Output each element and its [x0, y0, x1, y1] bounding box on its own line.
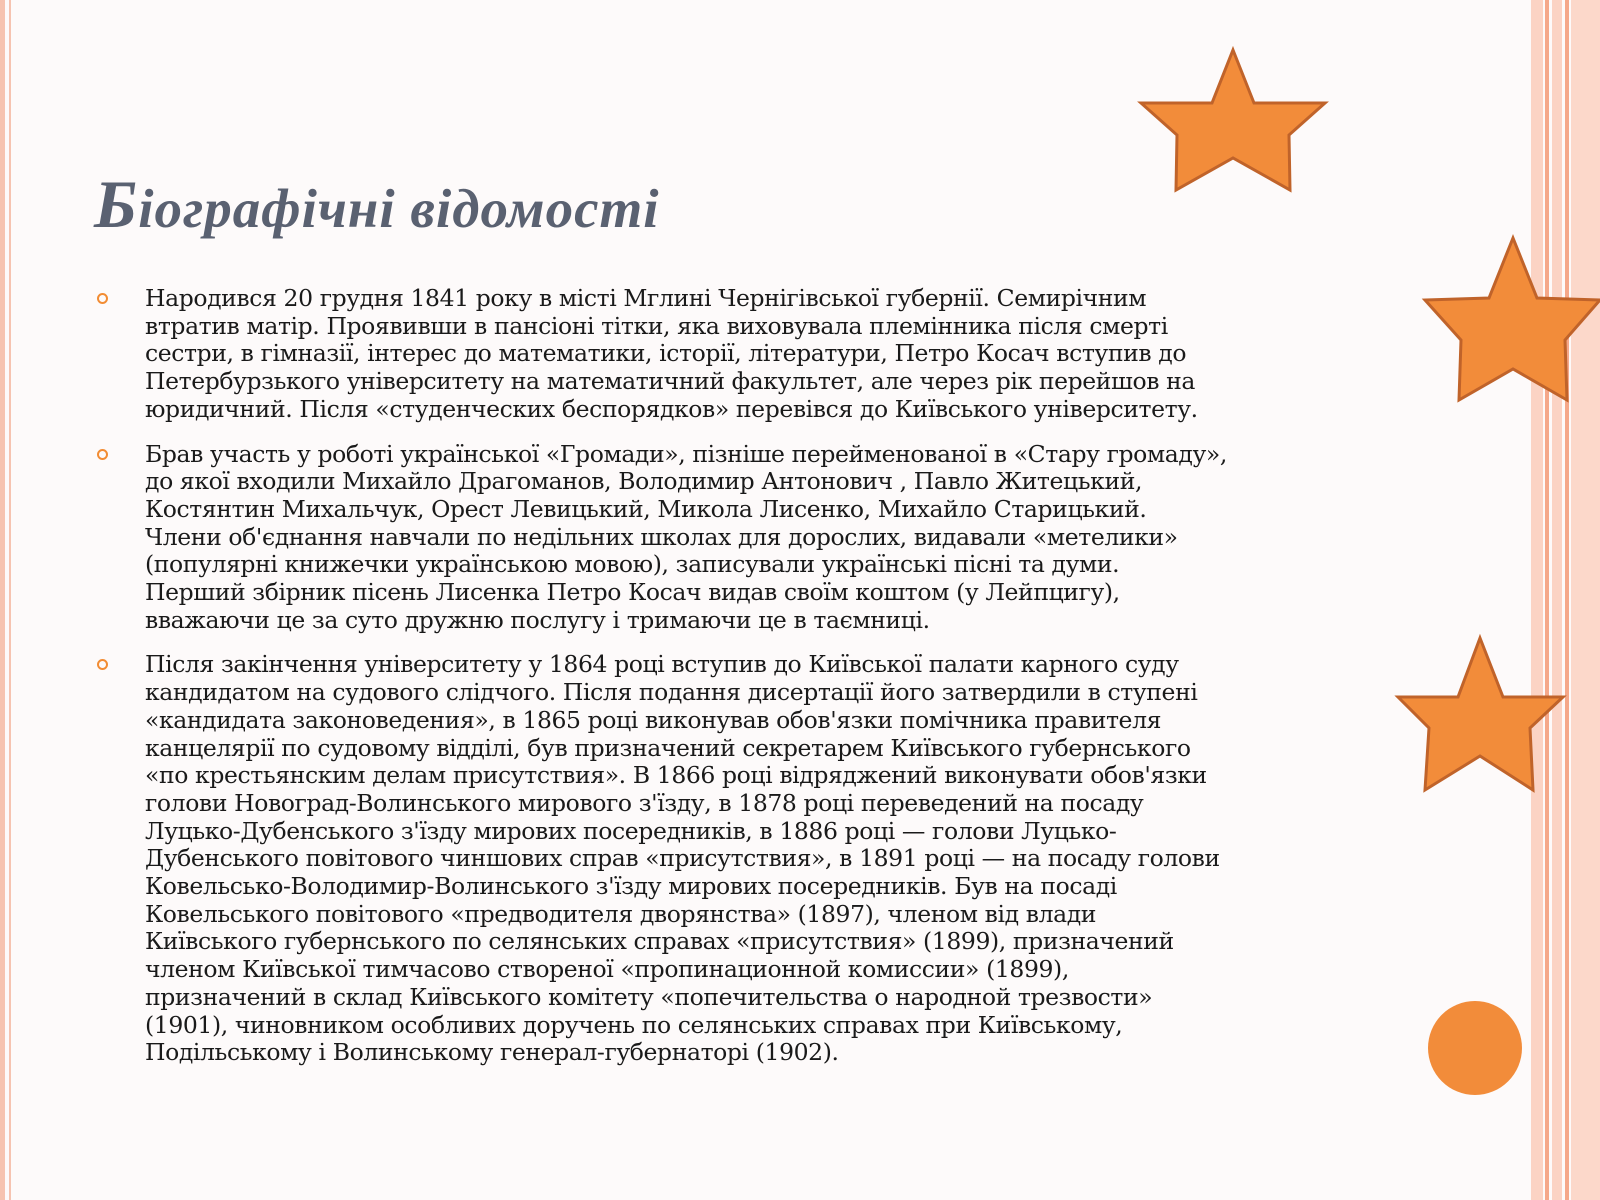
circle-icon	[1428, 1001, 1522, 1095]
bullet-marker-icon	[97, 449, 108, 460]
bullet-marker-icon	[97, 659, 108, 670]
left-border-line	[9, 0, 11, 1200]
right-border-stripe	[1531, 0, 1543, 1200]
bullet-list	[145, 285, 1395, 1084]
bullet-item: Після закінчення університету у 1864 році вступив до Київської палати карного суду кандидатом на судового слідчого. Після подання дисертації його затвердили в ступені «кандидата законоведения», в 1865 році виконував обов'язки помічника правителя канцелярії по судовому відділі, був призначений секретарем Київського губернського «по крестьянским делам присутствия». В 1866 році відряджений виконувати обов'язки голови Новоград-Волинського мирового з'їзду, в 1878 році переведений на посаду Луцько-Дубенського з'їзду мирових посередників, в 1886 році — голови Луцько- Дубенського повітового чиншових справ «присутствия», в 1891 році — на посаду голови Ковельсько-Володимир-Волинського з'їзду мирових посередників. Був на посаді Ковельського повітового «предводителя дворянства» (1897), членом від влади Київського губернського по селянських справах «присутствия» (1899), призначений членом Київської тимчасово створеної «пропинационной комиссии» (1899), призначений в склад Київського комітету «попечительства о народной трезвости» (1901), чиновником особливих доручень по селянських справах при Київському, Подільському і Волинському генерал-губернаторі (1902).	[145, 651, 1395, 1067]
right-border-stripe	[1565, 0, 1569, 1200]
right-border-stripe	[1545, 0, 1549, 1200]
right-border-stripe	[1571, 0, 1600, 1200]
star-icon	[1141, 50, 1325, 190]
left-border-stripe	[0, 0, 5, 1200]
bullet-item: Народився 20 грудня 1841 року в місті Мглині Чернігівської губернії. Семирічним втратив матір. Проявивши в пансіоні тітки, яка виховувала племінника після смерті сестри, в гімназії, інтерес до математики, історії, літератури, Петро Косач вступив до Петербурзького університету на математичний факультет, але через рік перейшов на юридичний. Після «студенческих беспорядков» перевівся до Київського університету.	[145, 285, 1395, 424]
right-border-stripe	[1552, 0, 1562, 1200]
slide-title: Біографічні відомості	[94, 166, 660, 242]
bullet-item: Брав участь у роботі української «Громади», пізніше перейменованої в «Стару громаду», до якої входили Михайло Драгоманов, Володимир Антонович , Павло Житецький, Костянтин Михальчук, Орест Левицький, Микола Лисенко, Михайло Старицький. Члени об'єднання навчали по недільних школах для дорослих, видавали «метелики» (популярні книжечки українською мовою), записували українські пісні та думи. Перший збірник пісень Лисенка Петро Косач видав своїм коштом (у Лейпцигу), вважаючи це за суто дружню послугу і тримаючи це в таємниці.	[145, 441, 1395, 635]
bullet-marker-icon	[97, 293, 108, 304]
